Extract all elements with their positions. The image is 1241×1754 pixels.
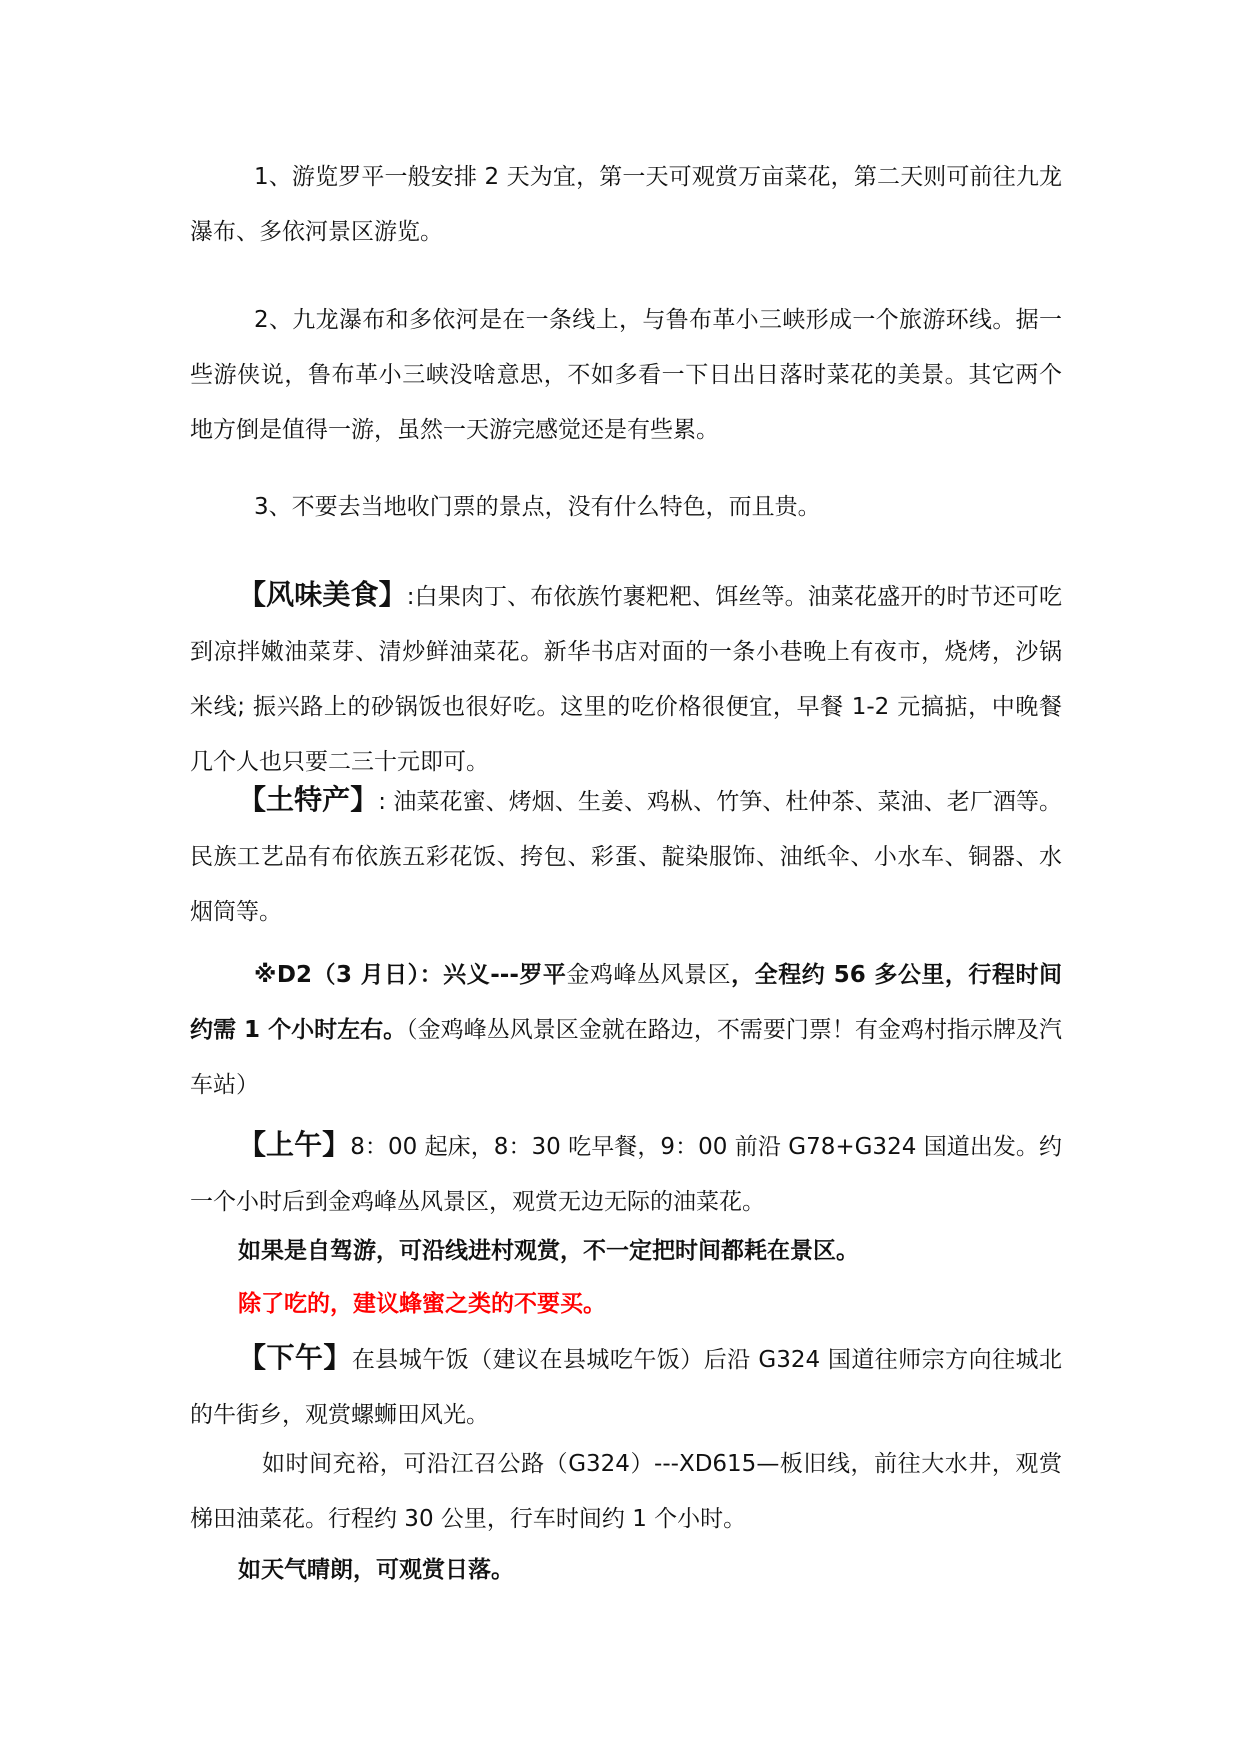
afternoon-heading: 【下午】 — [238, 1341, 352, 1374]
morning-text: 8：00 起床，8：30 吃早餐，9：00 前沿 G78+G324 国道出发。约一个小时后到金鸡峰丛风景区，观赏无边无际的油菜花。 — [190, 1134, 1062, 1215]
specialty-text: : 油菜花蜜、烤烟、生姜、鸡枞、竹笋、杜仲茶、菜油、老厂酒等。民族工艺品有布依族五彩花饭、挎包、彩蛋、靛染服饰、油纸伞、小水车、铜器、水烟筒等。 — [190, 789, 1062, 925]
specialty-heading: 【土特产】 — [238, 783, 379, 816]
food-heading: 【风味美食】 — [238, 578, 407, 611]
food-text: :白果肉丁、布依族竹裹粑粑、饵丝等。油菜花盛开的时节还可吃到凉拌嫩油菜芽、清炒鲜油菜花。新华书店对面的一条小巷晚上有夜市，烧烤，沙锅米线; 振兴路上的砂锅饭也很好吃。这里的吃价格很便宜，早餐 1-2 元搞掂，中晚餐几个人也只要二三十元即可。 — [190, 584, 1062, 775]
self-drive-tip: 如果是自驾游，可沿线进村观赏，不一定把时间都耗在景区。 — [238, 1238, 859, 1264]
food-section — [190, 567, 1062, 790]
day2-title-part1: ※D2（3 月日）：兴义---罗平 — [254, 962, 567, 988]
afternoon-text: 在县城午饭（建议在县城吃午饭）后沿 G324 国道往师宗方向往城北的牛街乡，观赏螺蛳田风光。 — [190, 1347, 1062, 1428]
tip-1: 1、游览罗平一般安排 2 天为宜，第一天可观赏万亩菜花，第二天则可前往九龙瀑布、多依河景区游览。 — [190, 164, 1062, 245]
warning-tip: 除了吃的，建议蜂蜜之类的不要买。 — [238, 1291, 606, 1317]
day2-title-destination: 金鸡峰丛风景区 — [566, 962, 732, 988]
morning-heading: 【上午】 — [238, 1128, 351, 1161]
specialty-section — [190, 772, 1062, 940]
morning-section — [190, 1117, 1062, 1230]
day2-note: （金鸡峰丛风景区金就在路边，不需要门票！有金鸡村指示牌及汽车站） — [190, 1017, 1063, 1098]
tip-3: 3、不要去当地收门票的景点，没有什么特色，而且贵。 — [254, 494, 821, 520]
day2-section — [190, 948, 1062, 1113]
day2-title-part2: ，全程约 56 多公里，行程时间约需 1 个小时左右。 — [190, 962, 1063, 1043]
extra-route: 如时间充裕，可沿江召公路（G324）---XD615—板旧线，前往大水井，观赏梯田油菜花。行程约 30 公里，行车时间约 1 个小时。 — [190, 1451, 1062, 1532]
tip-2: 2、九龙瀑布和多依河是在一条线上，与鲁布革小三峡形成一个旅游环线。据一些游侠说，鲁布革小三峡没啥意思，不如多看一下日出日落时菜花的美景。其它两个地方倒是值得一游，虽然一天游完感觉还是有些累。 — [190, 307, 1062, 443]
sunset-tip: 如天气晴朗，可观赏日落。 — [238, 1557, 514, 1583]
afternoon-section — [190, 1330, 1062, 1443]
